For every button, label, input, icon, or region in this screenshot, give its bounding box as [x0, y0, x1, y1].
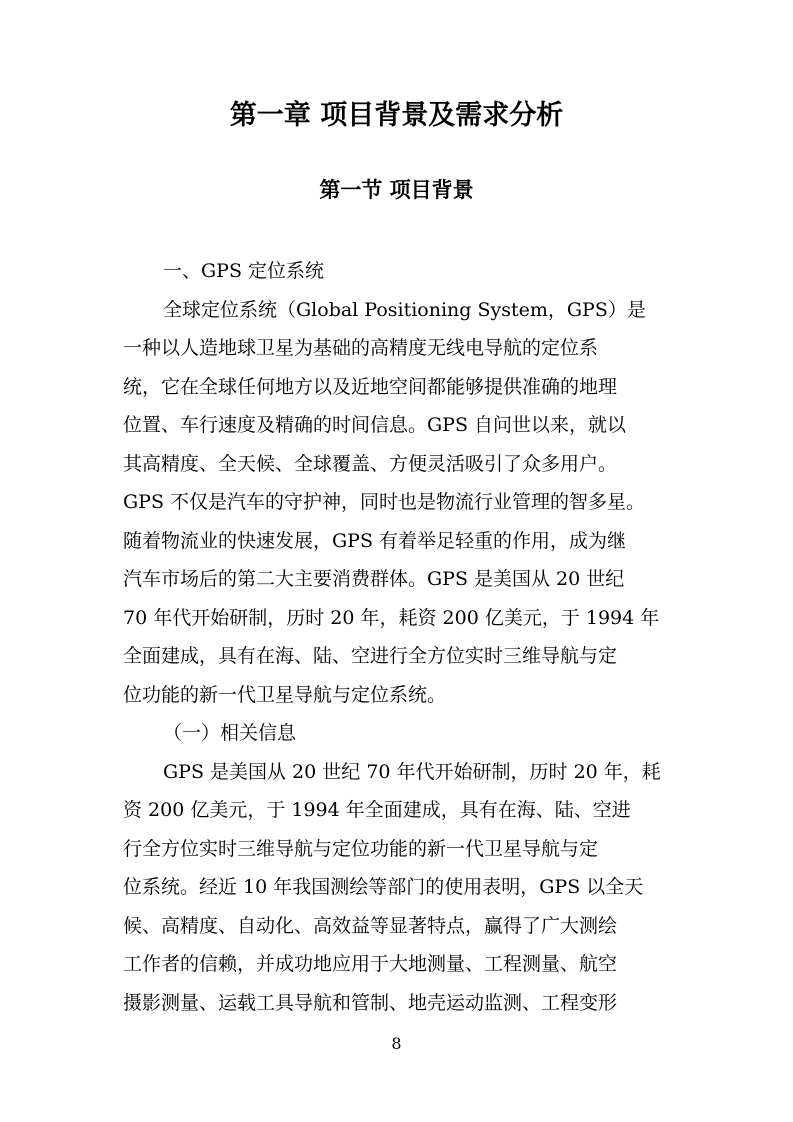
heading-gps-system: 一、GPS 定位系统: [163, 260, 325, 282]
paragraph-line: 其高精度、全天候、全球覆盖、方便灵活吸引了众多用户。: [123, 452, 618, 475]
section-title: 第一节 项目背景: [319, 178, 474, 202]
chapter-title: 第一章 项目背景及需求分析: [229, 100, 564, 131]
paragraph-line: 位功能的新一代卫星导航与定位系统。: [123, 683, 447, 706]
page-number: 8: [391, 1034, 402, 1053]
paragraph-line: 全球定位系统（Global Positioning System，GPS）是: [163, 298, 646, 321]
paragraph-line: 随着物流业的快速发展，GPS 有着举足轻重的作用，成为继: [123, 529, 627, 552]
subheading-related-info: （一）相关信息: [163, 722, 297, 744]
paragraph-line: GPS 是美国从 20 世纪 70 年代开始研制，历时 20 年，耗: [163, 760, 661, 783]
paragraph-line: 统，它在全球任何地方以及近地空间都能够提供准确的地理: [123, 375, 618, 398]
paragraph-line: 候、高精度、自动化、高效益等显著特点，赢得了广大测绘: [123, 914, 618, 937]
paragraph-line: 位系统。经近 10 年我国测绘等部门的使用表明，GPS 以全天: [123, 876, 644, 898]
paragraph-line: 全面建成，具有在海、陆、空进行全方位实时三维导航与定: [123, 645, 618, 667]
body-text: [123, 252, 683, 1022]
paragraph-line: 位置、车行速度及精确的时间信息。GPS 自问世以来，就以: [123, 414, 627, 436]
paragraph-line: 70 年代开始研制，历时 20 年，耗资 200 亿美元，于 1994 年: [123, 606, 660, 629]
paragraph-line: 摄影测量、运载工具导航和管制、地壳运动监测、工程变形: [123, 991, 618, 1014]
paragraph-line: 资 200 亿美元，于 1994 年全面建成，具有在海、陆、空进: [123, 799, 631, 821]
paragraph-line: 一种以人造地球卫星为基础的高精度无线电导航的定位系: [123, 337, 599, 359]
paragraph-line: 工作者的信赖，并成功地应用于大地测量、工程测量、航空: [123, 953, 618, 975]
paragraph-line: 行全方位实时三维导航与定位功能的新一代卫星导航与定: [123, 837, 599, 860]
paragraph-line: 汽车市场后的第二大主要消费群体。GPS 是美国从 20 世纪: [123, 568, 625, 590]
paragraph-line: GPS 不仅是汽车的守护神，同时也是物流行业管理的智多星。: [123, 491, 646, 513]
